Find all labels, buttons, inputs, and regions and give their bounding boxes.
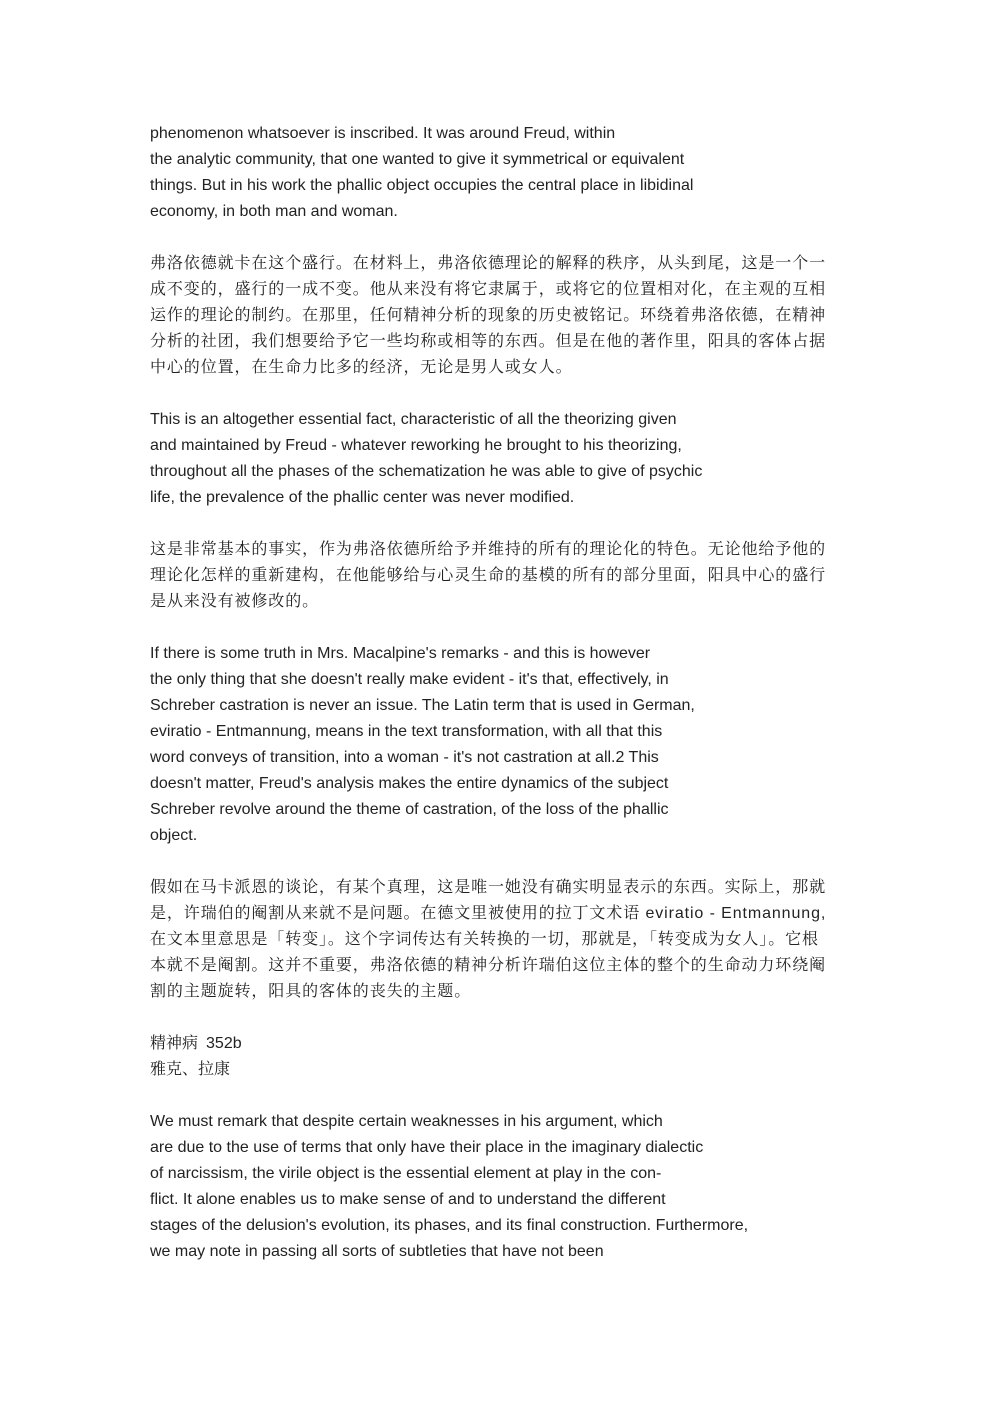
text-line: eviratio - Entmannung, means in the text transformation, with all that this (150, 723, 663, 740)
text-line: 中心的位置，在生命力比多的经济，无论是男人或女人。 (150, 359, 573, 376)
document-page (150, 121, 850, 1291)
text-line: 成不变的，盛行的一成不变。他从来没有将它隶属于，或将它的位置相对化，在主观的互相 (150, 281, 827, 298)
text-line: flict. It alone enables us to make sense of and to understand the different (150, 1191, 666, 1208)
text-line: 分析的社团，我们想要给予它一些均称或相等的东西。但是在他的著作里，阳具的客体占据 (150, 333, 827, 350)
paragraph-en-1 (150, 121, 850, 225)
paragraph-en-3 (150, 641, 850, 849)
text-line: economy, in both man and woman. (150, 203, 398, 220)
text-line: of narcissism, the virile object is the essential element at play in the con- (150, 1165, 662, 1182)
text-line: This is an altogether essential fact, characteristic of all the theorizing given (150, 411, 677, 428)
paragraph-zh-2 (150, 537, 842, 615)
text-line: 这是非常基本的事实，作为弗洛依德所给予并维持的所有的理论化的特色。无论他给予他的 (150, 541, 827, 558)
text-line: phenomenon whatsoever is inscribed. It was around Freud, within (150, 125, 616, 142)
text-line: word conveys of transition, into a woman - it's not castration at all.2 This (150, 749, 659, 766)
text-line: the only thing that she doesn't really make evident - it's that, effectively, in (150, 671, 669, 688)
text-line: If there is some truth in Mrs. Macalpine's remarks - and this is however (150, 645, 651, 662)
running-header (150, 1031, 850, 1083)
page-number: 352b (206, 1035, 242, 1052)
text-line: and maintained by Freud - whatever reworking he brought to his theorizing, (150, 437, 682, 454)
header-title: 精神病 (150, 1035, 199, 1052)
header-title-line (150, 1031, 850, 1057)
paragraph-en-2 (150, 407, 850, 511)
text-line: things. But in his work the phallic object occupies the central place in libidinal (150, 177, 694, 194)
text-line: throughout all the phases of the schematization he was able to give of psychic (150, 463, 703, 480)
text-line: 弗洛依德就卡在这个盛行。在材料上，弗洛依德理论的解释的秩序，从头到尾，这是一个一 (150, 255, 827, 272)
text-line: Schreber castration is never an issue. The Latin term that is used in German, (150, 697, 695, 714)
text-line: 在文本里意思是「转变」。这个字词传达有关转换的一切，那就是，「转变成为女人」。它根 (150, 931, 819, 948)
header-author: 雅克、拉康 (150, 1061, 231, 1078)
text-line: object. (150, 827, 198, 844)
paragraph-zh-1 (150, 251, 842, 381)
paragraph-zh-3 (150, 875, 842, 1005)
text-line: 是从来没有被修改的。 (150, 593, 320, 610)
text-line: 运作的理论的制约。在那里，任何精神分析的现象的历史被铭记。环绕着弗洛依德，在精神 (150, 307, 827, 324)
text-line: life, the prevalence of the phallic center was never modified. (150, 489, 575, 506)
text-line: doesn't matter, Freud's analysis makes the entire dynamics of the subject (150, 775, 669, 792)
text-line: 是，许瑞伯的阉割从来就不是问题。在德文里被使用的拉丁文术语 eviratio - Entmannung, (150, 905, 827, 922)
text-line: stages of the delusion's evolution, its phases, and its final construction. Furthermore, (150, 1217, 749, 1234)
text-line: are due to the use of terms that only have their place in the imaginary dialectic (150, 1139, 704, 1156)
text-line: 理论化怎样的重新建构，在他能够给与心灵生命的基模的所有的部分里面，阳具中心的盛行 (150, 567, 827, 584)
text-line: we may note in passing all sorts of subtleties that have not been (150, 1243, 604, 1260)
text-line: We must remark that despite certain weaknesses in his argument, which (150, 1113, 663, 1130)
text-line: Schreber revolve around the theme of castration, of the loss of the phallic (150, 801, 669, 818)
text-line: 割的主题旋转，阳具的客体的丧失的主题。 (150, 983, 472, 1000)
text-line: 本就不是阉割。这并不重要，弗洛依德的精神分析许瑞伯这位主体的整个的生命动力环绕阉 (150, 957, 827, 974)
text-line: the analytic community, that one wanted to give it symmetrical or equivalent (150, 151, 685, 168)
text-line: 假如在马卡派恩的谈论，有某个真理，这是唯一她没有确实明显表示的东西。实际上，那就 (150, 879, 827, 896)
paragraph-en-4 (150, 1109, 850, 1265)
